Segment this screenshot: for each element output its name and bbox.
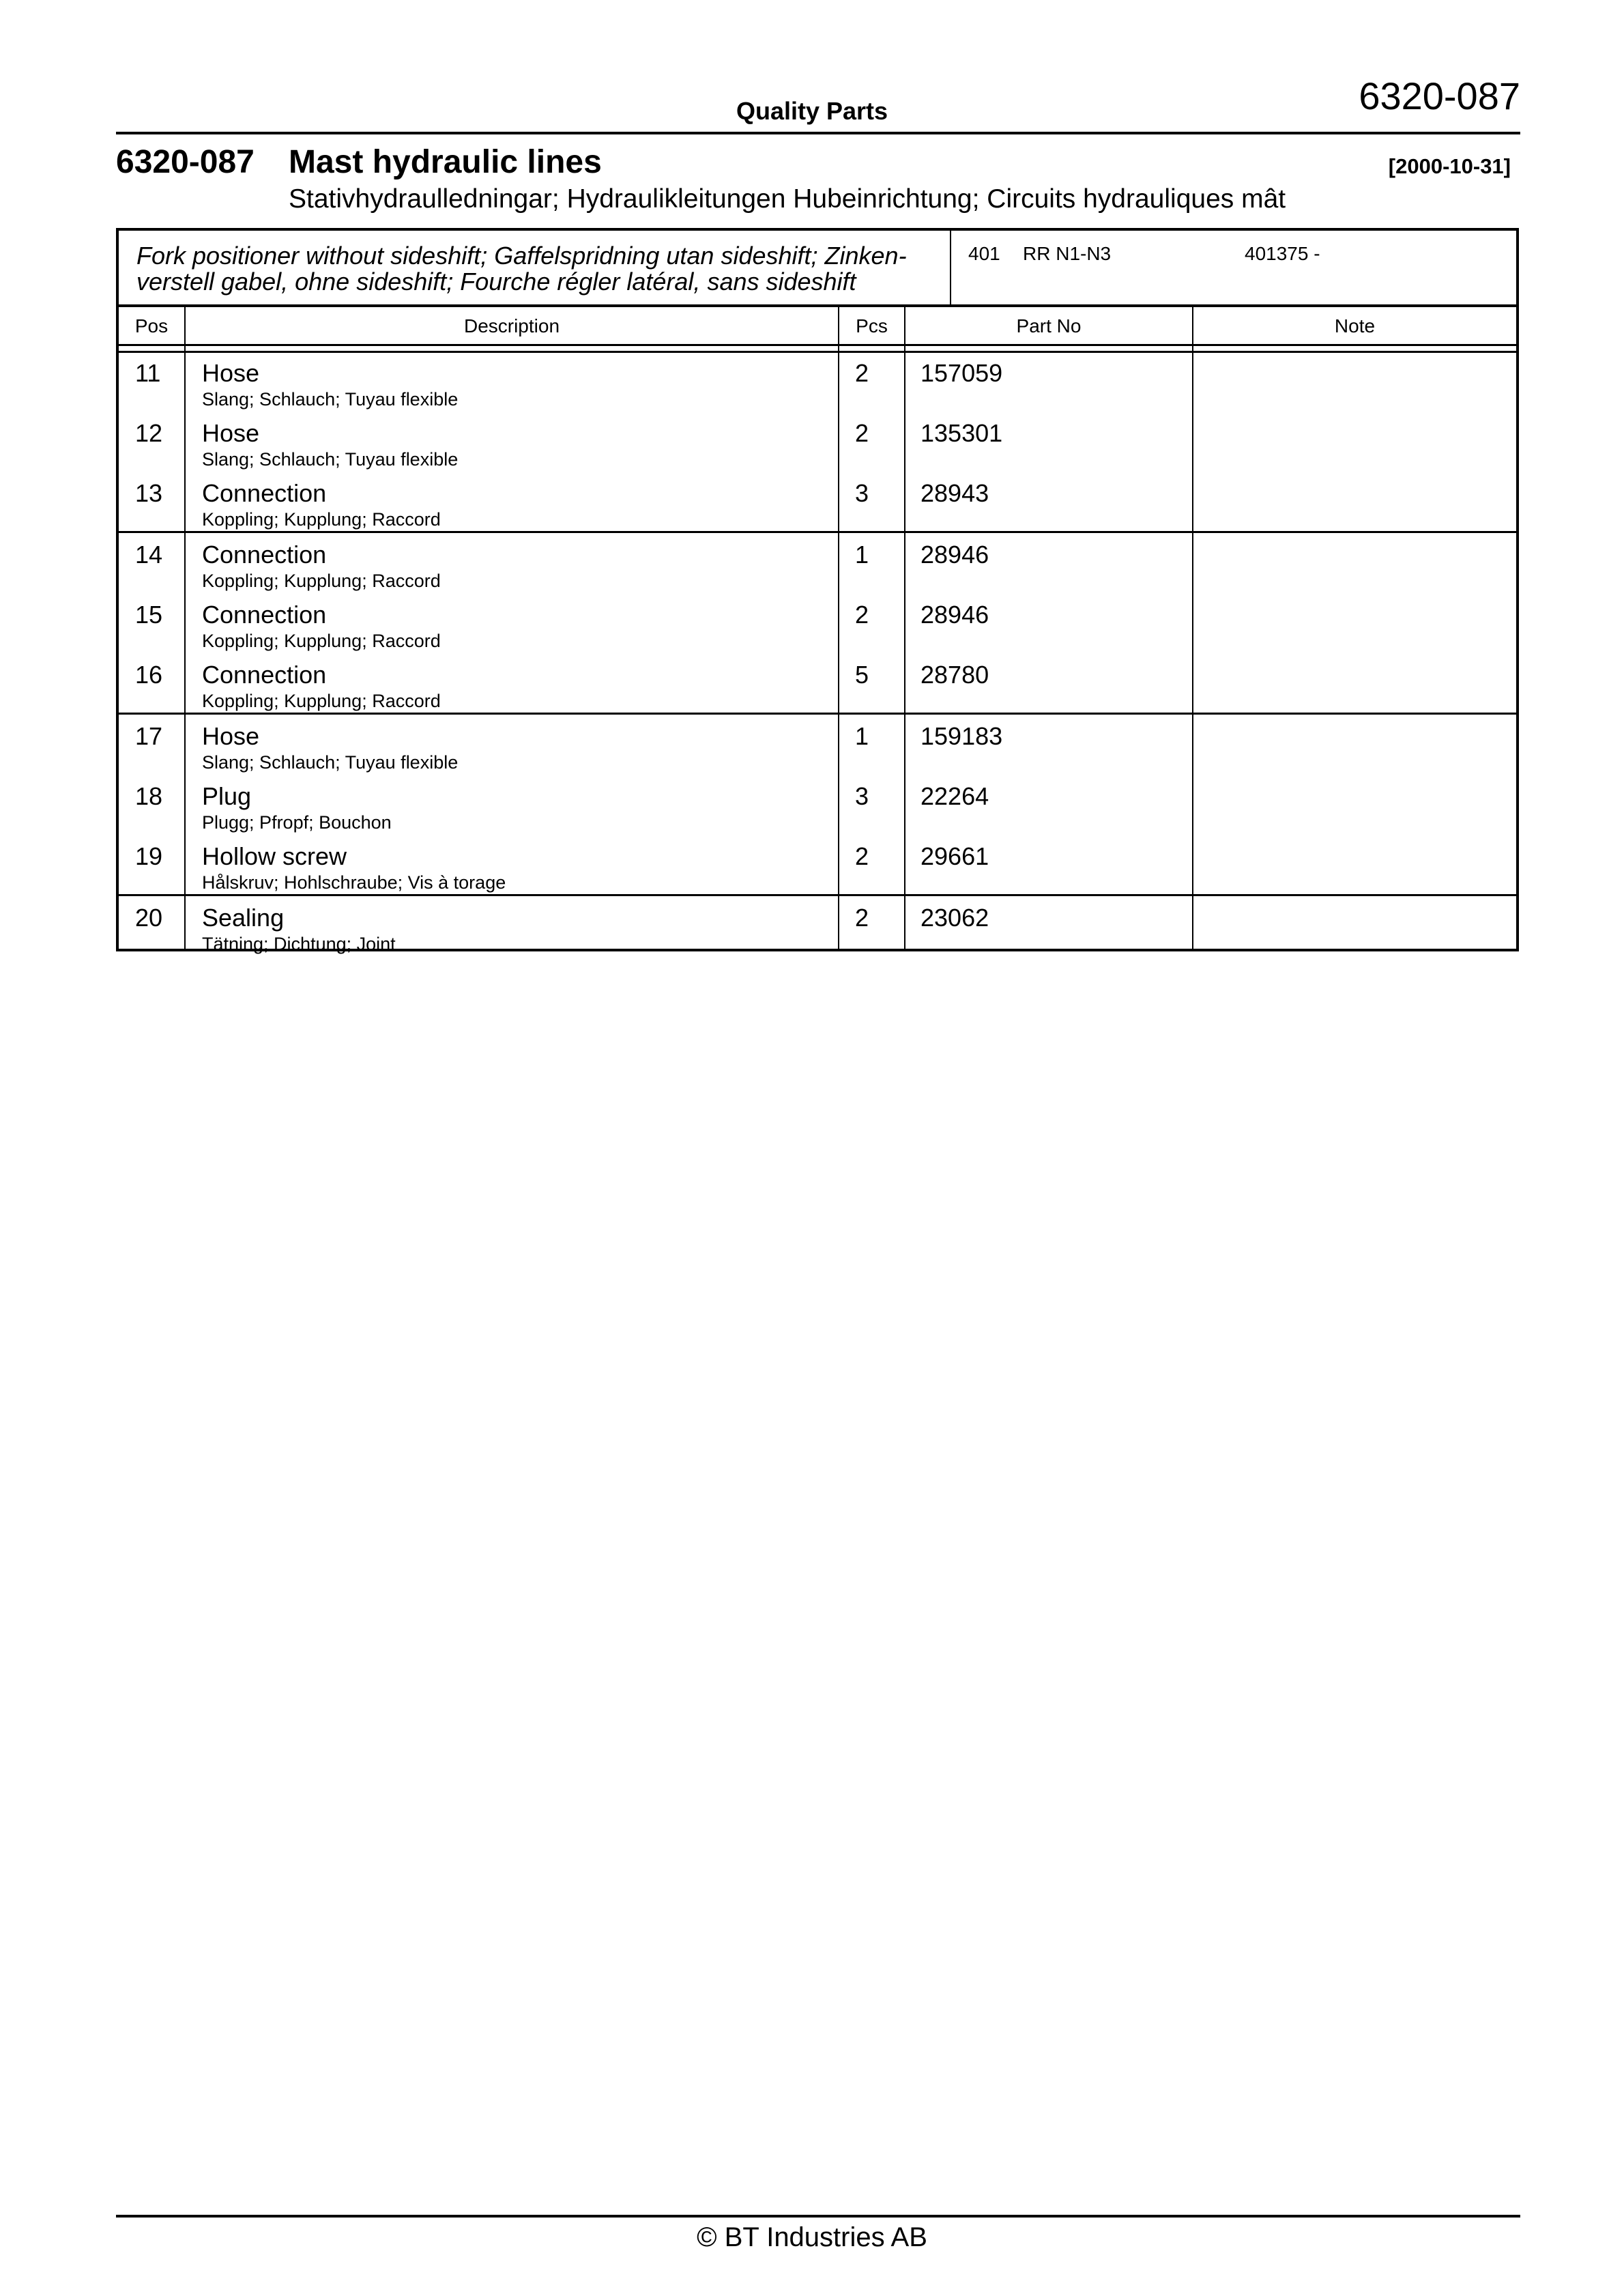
- row-pcs: 3: [855, 479, 869, 507]
- row-pcs: 3: [855, 782, 869, 810]
- row-description: Connection: [202, 661, 327, 689]
- applicability-row: [119, 231, 1516, 307]
- row-description: Sealing: [202, 904, 285, 932]
- applicability-code: 401: [968, 243, 1000, 264]
- row-pcs: 2: [855, 419, 869, 447]
- row-description: Hose: [202, 722, 260, 750]
- column-header-row: [119, 307, 1516, 345]
- row-pos: 11: [135, 359, 161, 387]
- row-pcs: 2: [855, 904, 869, 932]
- row-pcs: 5: [855, 661, 869, 689]
- applicability-serial: 401375 -: [1245, 243, 1320, 264]
- table-row: [119, 717, 1516, 777]
- copyright: © BT Industries AB: [697, 2222, 927, 2252]
- footer-rule: [116, 2215, 1520, 2218]
- table-row: [119, 898, 1516, 958]
- table-row: [119, 354, 1516, 414]
- row-pcs: 1: [855, 541, 869, 569]
- header-rule: [116, 132, 1520, 134]
- row-part-no: 28946: [920, 541, 989, 569]
- row-description: Plug: [202, 782, 252, 810]
- table-row: [119, 414, 1516, 474]
- row-translation: Slang; Schlauch; Tuyau flexible: [202, 752, 459, 773]
- table-row: [119, 655, 1516, 715]
- row-translation: Koppling; Kupplung; Raccord: [202, 691, 441, 711]
- section-title: Mast hydraulic lines: [289, 144, 602, 180]
- section-date: [2000-10-31]: [1388, 154, 1511, 178]
- table-row: [119, 535, 1516, 595]
- applicability-text: [136, 243, 935, 295]
- page-code: 6320-087: [1359, 74, 1520, 117]
- row-translation: Slang; Schlauch; Tuyau flexible: [202, 449, 459, 470]
- row-translation: Koppling; Kupplung; Raccord: [202, 509, 441, 530]
- row-pcs: 1: [855, 722, 869, 750]
- section-code: 6320-087: [116, 144, 255, 180]
- row-translation: Koppling; Kupplung; Raccord: [202, 571, 441, 591]
- row-translation: Hålskruv; Hohlschraube; Vis à torage: [202, 872, 506, 893]
- row-pos: 14: [135, 541, 163, 569]
- row-pos: 13: [135, 479, 163, 507]
- row-part-no: 28946: [920, 601, 989, 629]
- row-description: Connection: [202, 541, 327, 569]
- row-part-no: 23062: [920, 904, 989, 932]
- applicability-line-1: Fork positioner without sideshift; Gaffelspridning utan sideshift; Zinken-: [136, 242, 907, 270]
- header-divider: [119, 351, 1516, 353]
- row-part-no: 135301: [920, 419, 1003, 447]
- table-row: [119, 777, 1516, 837]
- row-pcs: 2: [855, 359, 869, 387]
- row-pos: 15: [135, 601, 163, 629]
- header-divider: [119, 344, 1516, 346]
- table-row: [119, 474, 1516, 534]
- row-part-no: 157059: [920, 359, 1003, 387]
- column-header-pcs: Pcs: [856, 315, 888, 336]
- row-part-no: 29661: [920, 842, 989, 870]
- row-translation: Koppling; Kupplung; Raccord: [202, 631, 441, 651]
- column-header-note: Note: [1334, 315, 1376, 336]
- row-translation: Slang; Schlauch; Tuyau flexible: [202, 389, 459, 410]
- row-translation: Tätning; Dichtung; Joint: [202, 934, 396, 954]
- row-description: Hose: [202, 359, 260, 387]
- row-part-no: 28780: [920, 661, 989, 689]
- row-pos: 19: [135, 842, 163, 870]
- row-pcs: 2: [855, 601, 869, 629]
- applicability-divider: [950, 231, 951, 304]
- row-part-no: 28943: [920, 479, 989, 507]
- column-header-description: Description: [463, 315, 560, 336]
- row-pos: 16: [135, 661, 163, 689]
- row-description: Hollow screw: [202, 842, 347, 870]
- row-pos: 12: [135, 419, 163, 447]
- row-description: Connection: [202, 479, 327, 507]
- row-description: Connection: [202, 601, 327, 629]
- row-pos: 17: [135, 722, 163, 750]
- parts-table: [116, 228, 1519, 954]
- table-row: [119, 595, 1516, 655]
- row-description: Hose: [202, 419, 260, 447]
- column-header-part-no: Part No: [1016, 315, 1082, 336]
- row-part-no: 22264: [920, 782, 989, 810]
- applicability-model: RR N1-N3: [1023, 243, 1112, 264]
- applicability-line-2: verstell gabel, ohne sideshift; Fourche régler latéral, sans sideshift: [136, 268, 856, 296]
- row-pos: 20: [135, 904, 163, 932]
- section-subtitle: Stativhydraulledningar; Hydraulikleitungen Hubeinrichtung; Circuits hydrauliques mât: [289, 184, 1286, 214]
- document-brand: Quality Parts: [736, 97, 888, 125]
- row-pos: 18: [135, 782, 163, 810]
- row-part-no: 159183: [920, 722, 1003, 750]
- table-row: [119, 837, 1516, 897]
- row-translation: Plugg; Pfropf; Bouchon: [202, 812, 392, 833]
- row-pcs: 2: [855, 842, 869, 870]
- column-header-pos: Pos: [134, 315, 169, 336]
